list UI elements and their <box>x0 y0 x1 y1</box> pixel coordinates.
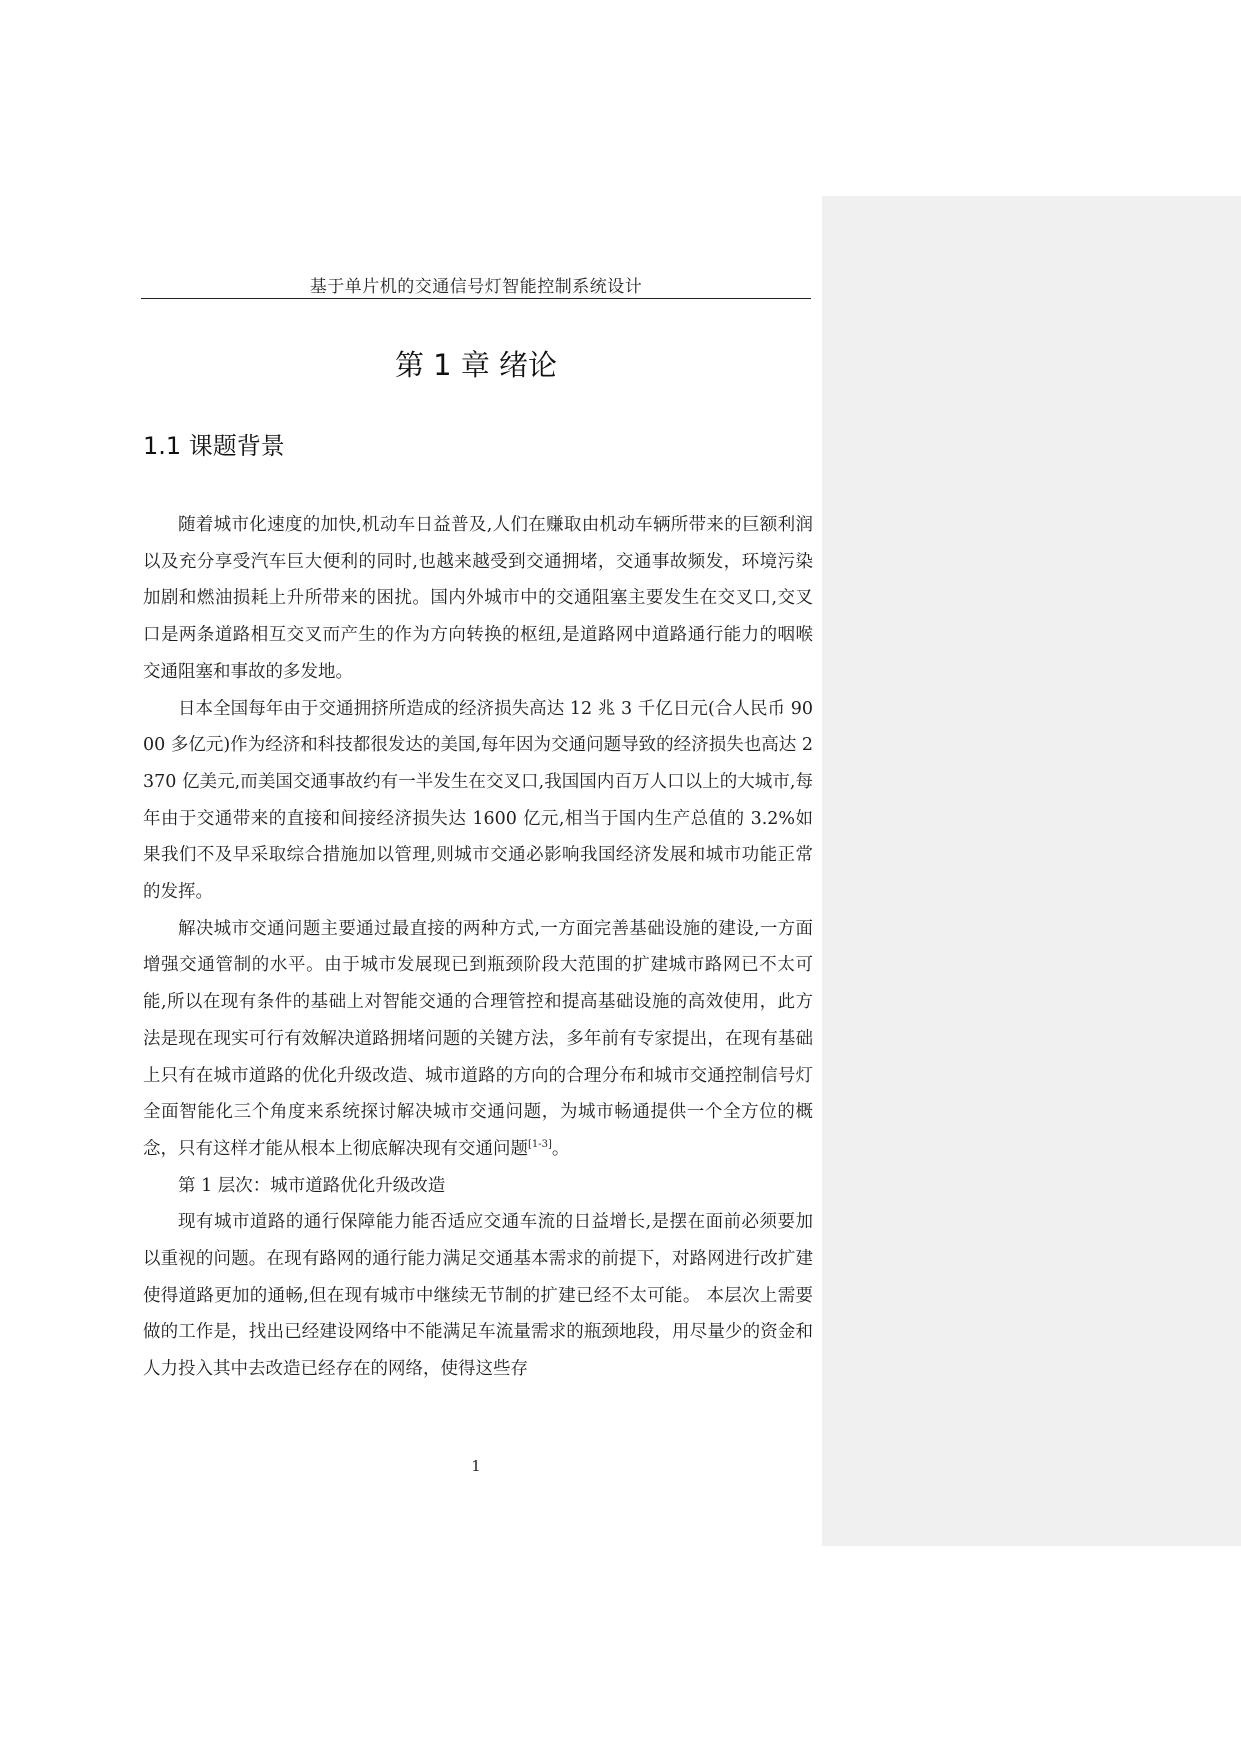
body-text <box>143 507 813 1388</box>
chapter-title: 第 1 章 绪论 <box>394 348 558 382</box>
header-rule <box>141 298 811 299</box>
section-title: 1.1 课题背景 <box>143 432 285 460</box>
citation: [1-3] <box>528 1139 552 1151</box>
level-heading: 第 1 层次：城市道路优化升级改造 <box>178 1175 446 1196</box>
paragraph-3-text: 解决城市交通问题主要通过最直接的两种方式,一方面完善基础设施的建设,一方面增强交通管制的水平。由于城市发展现已到瓶颈阶段大范围的扩建城市路网已不太可能,所以在现有条件的基础上对智能交通的合理管控和提高基础设施的高效使用，此方法是现在现实可行有效解决道路拥堵问题的关键方法，多年前有专家提出，在现有基础上只有在城市道路的优化升级改造、城市道路的方向的合理分布和城市交通控制信号灯全面智能化三个角度来系统探讨解决城市交通问题，为城市畅通提供一个全方位的概念，只有这样才能从根本上彻底解决现有交通问题 <box>143 918 813 1159</box>
paragraph-3 <box>143 911 813 1168</box>
paragraph-4: 现有城市道路的通行保障能力能否适应交通车流的日益增长,是摆在面前必须要加以重视的问题。在现有路网的通行能力满足交通基本需求的前提下，对路网进行改扩建使得道路更加的通畅,但在现有城市中继续无节制的扩建已经不太可能。 本层次上需要做的工作是，找出已经建设网络中不能满足车流量需求的瓶颈地段，用尽量少的资金和人力投入其中去改造已经存在的网络，使得这些存 <box>143 1212 813 1380</box>
paragraph-2: 日本全国每年由于交通拥挤所造成的经济损失高达 12 兆 3 千亿日元(合人民币 9000 多亿元)作为经济和科技都很发达的美国,每年因为交通问题导致的经济损失也高达 2370 亿美元,而美国交通事故约有一半发生在交叉口,我国国内百万人口以上的大城市,每年由于交通带来的直接和间接经济损失达 1600 亿元,相当于国内生产总值的 3.2%如果我们不及早采取综合措施加以管理,则城市交通必影响我国经济发展和城市功能正常的发挥。 <box>143 698 813 903</box>
paragraph-1: 随着城市化速度的加快,机动车日益普及,人们在赚取由机动车辆所带来的巨额利润以及充分享受汽车巨大便利的同时,也越来越受到交通拥堵，交通事故频发，环境污染加剧和燃油损耗上升所带来的困扰。国内外城市中的交通阻塞主要发生在交叉口,交叉口是两条道路相互交叉而产生的作为方向转换的枢纽,是道路网中道路通行能力的咽喉交通阻塞和事故的多发地。 <box>143 515 813 682</box>
running-header: 基于单片机的交通信号灯智能控制系统设计 <box>309 277 643 297</box>
comment-pane <box>822 196 1241 1546</box>
paragraph-3-ending: 。 <box>551 1138 570 1159</box>
page-number: 1 <box>471 1457 481 1475</box>
